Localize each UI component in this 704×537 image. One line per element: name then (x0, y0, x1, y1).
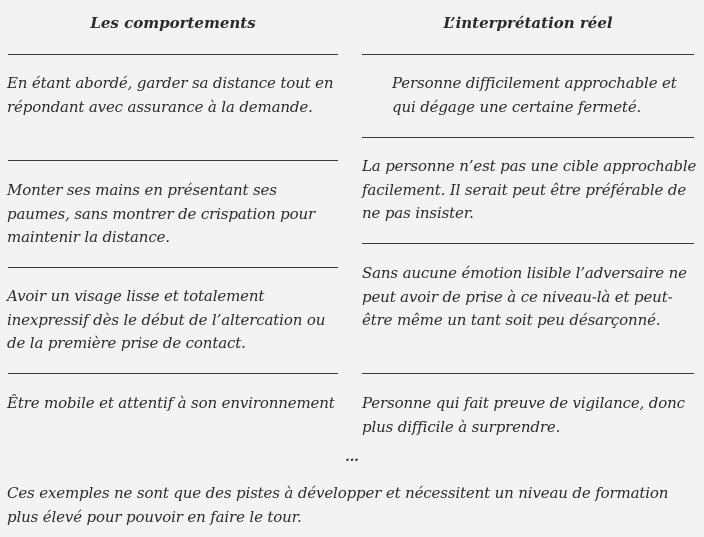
divider (362, 243, 694, 244)
interpretation-cell-4: Personne qui fait preuve de vigilance, donc plus difficile à surprendre. (362, 394, 685, 436)
interpretation-cell-2: La personne n’est pas une cible approchable facilement. Il serait peut être préférable de ne pas insister. (362, 157, 697, 222)
divider (362, 137, 694, 138)
behavior-cell-1: En étant abordé, garder sa distance tout en répondant avec assurance à la demande. (7, 74, 334, 116)
behavior-cell-2: Monter ses mains en présentant ses paumes, sans montrer de crispation pour maintenir la distance. (7, 181, 315, 246)
behavior-cell-4: Être mobile et attentif à son environnement (7, 394, 335, 412)
divider (362, 373, 694, 374)
divider (362, 54, 694, 55)
divider (8, 267, 338, 268)
column-header-interpretation: L’interprétation réel (443, 14, 613, 32)
column-header-behaviors: Les comportements (90, 14, 256, 32)
divider (8, 373, 338, 374)
divider (8, 160, 338, 161)
footer-note: Ces exemples ne sont que des pistes à développer et nécessitent un niveau de formation plus élevé pour pouvoir en faire le tour. (7, 484, 669, 526)
behavior-cell-3: Avoir un visage lisse et totalement inexpressif dès le début de l’altercation ou de la première prise de contact. (7, 287, 326, 352)
interpretation-cell-3: Sans aucune émotion lisible l’adversaire ne peut avoir de prise à ce niveau-là et peut-être même un tant soit peu désarçonné. (362, 264, 687, 329)
interpretation-cell-1: Personne difficilement approchable et qui dégage une certaine fermeté. (392, 74, 677, 116)
divider (8, 54, 338, 55)
ellipsis: ... (345, 450, 359, 465)
